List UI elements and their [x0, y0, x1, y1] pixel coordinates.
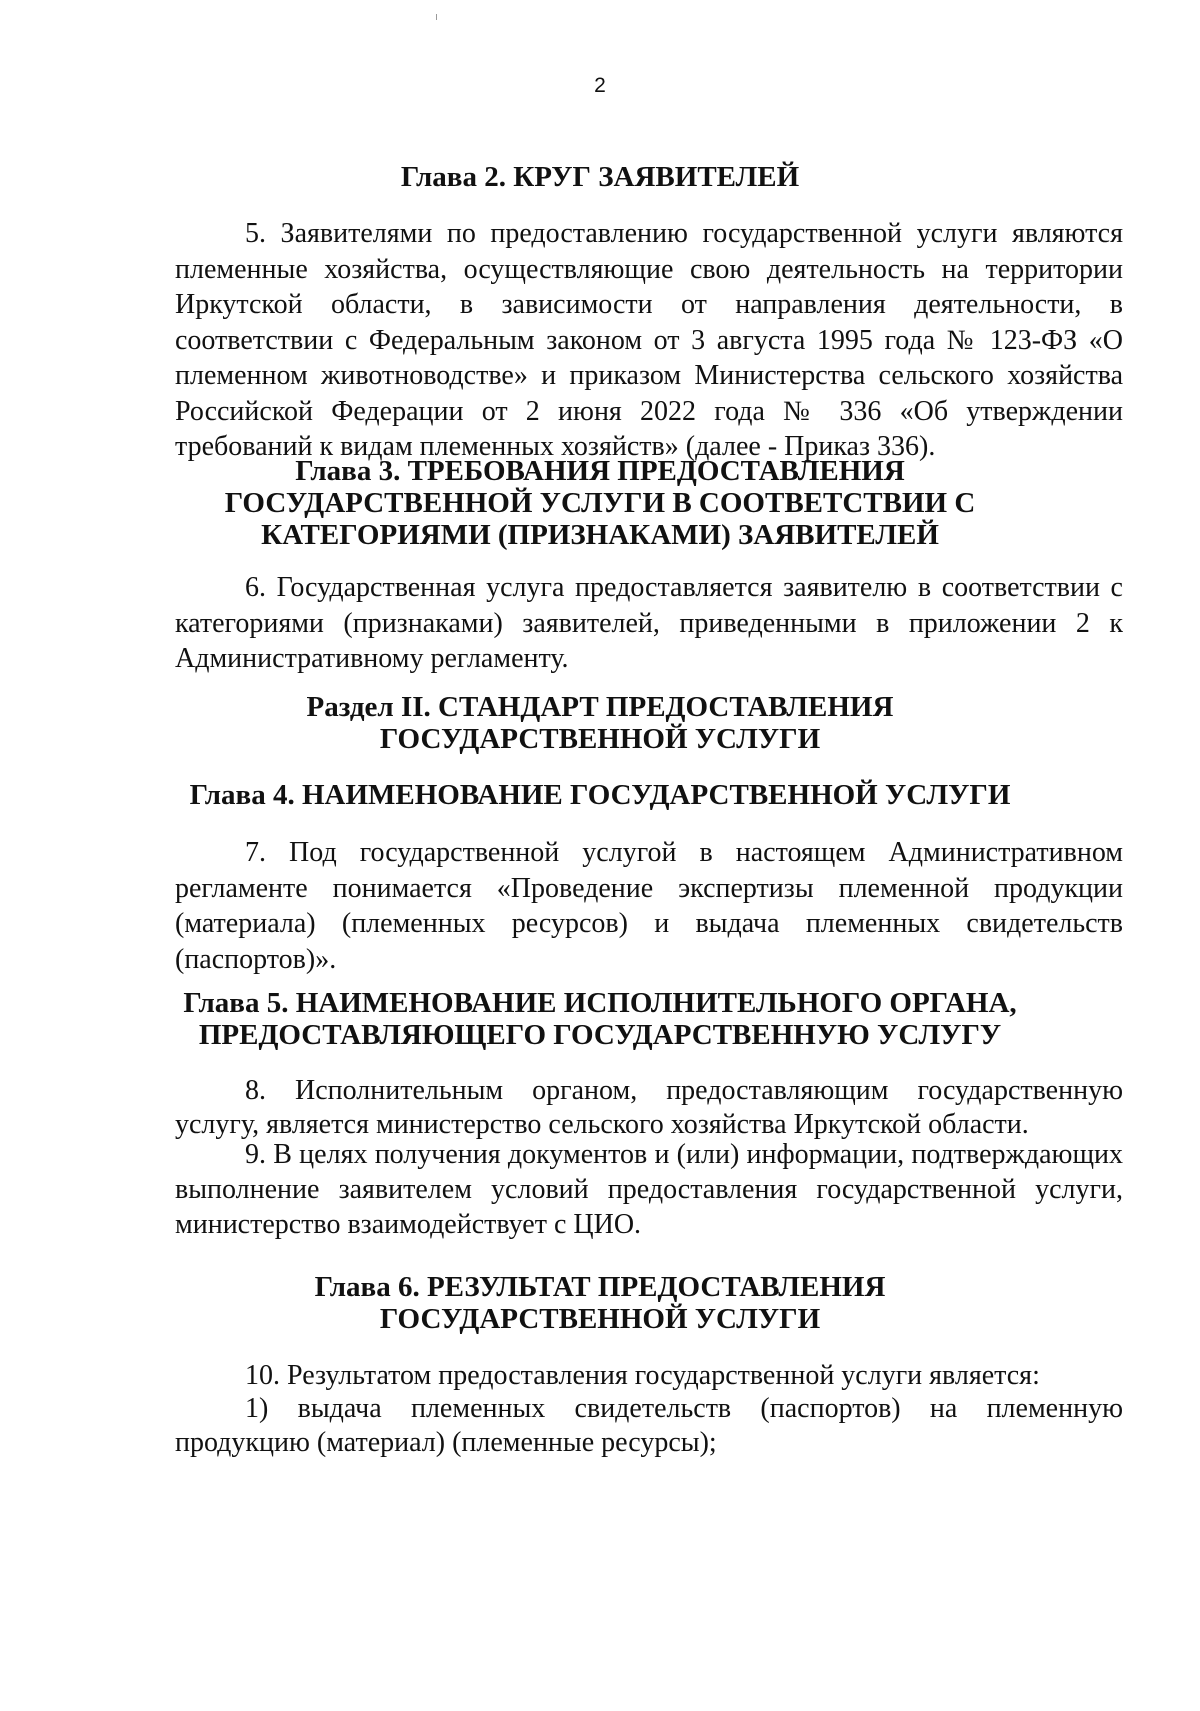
- paragraph-10-item-1: 1) выдача племенных свидетельств (паспортов) на племенную продукцию (материал) (племенные ресурсы);: [175, 1393, 1123, 1458]
- chapter-4-heading: Глава 4. НАИМЕНОВАНИЕ ГОСУДАРСТВЕННОЙ УСЛУГИ: [189, 779, 1011, 811]
- paragraph-7: 7. Под государственной услугой в настоящем Административном регламенте понимается «Проведение экспертизы племенной продукции (материала) (племенных ресурсов) и выдача племенных свидетельств (паспортов)».: [175, 837, 1123, 975]
- chapter-3-heading-line-2: ГОСУДАРСТВЕННОЙ УСЛУГИ В СООТВЕТСТВИИ С: [224, 487, 976, 519]
- section-2-heading-line-2: ГОСУДАРСТВЕННОЙ УСЛУГИ: [379, 723, 821, 755]
- section-2-heading-line-1: Раздел II. СТАНДАРТ ПРЕДОСТАВЛЕНИЯ: [306, 691, 894, 723]
- chapter-5-heading-line-2: ПРЕДОСТАВЛЯЮЩЕГО ГОСУДАРСТВЕННУЮ УСЛУГУ: [198, 1019, 1002, 1051]
- page-number: 2: [594, 74, 606, 97]
- paragraph-8: 8. Исполнительным органом, предоставляющим государственную услугу, является министерство сельского хозяйства Иркутской области.: [175, 1075, 1123, 1140]
- chapter-5-heading: [160, 987, 1040, 1051]
- paragraph-9: 9. В целях получения документов и (или) информации, подтверждающих выполнение заявителем условий предоставления государственной услуги, министерство взаимодействует с ЦИО.: [175, 1139, 1123, 1240]
- paragraph-5: 5. Заявителями по предоставлению государственной услуги являются племенные хозяйства, осуществляющие свою деятельность на территории Иркутской области, в зависимости от направления деятельности, в соответствии с Федеральным законом от 3 августа 1995 года № 123-ФЗ «О племенном животноводстве» и приказом Министерства сельского хозяйства Российской Федерации от 2 июня 2022 года № 336 «Об утверждении требований к видам племенных хозяйств» (далее - Приказ 336).: [175, 218, 1123, 462]
- chapter-5-heading-line-1: Глава 5. НАИМЕНОВАНИЕ ИСПОЛНИТЕЛЬНОГО ОРГАНА,: [183, 987, 1017, 1019]
- chapter-6-heading-line-1: Глава 6. РЕЗУЛЬТАТ ПРЕДОСТАВЛЕНИЯ: [314, 1271, 886, 1303]
- scan-mark: [436, 14, 437, 20]
- chapter-3-heading: [160, 455, 1040, 551]
- chapter-6-heading: [160, 1271, 1040, 1335]
- chapter-3-heading-line-3: КАТЕГОРИЯМИ (ПРИЗНАКАМИ) ЗАЯВИТЕЛЕЙ: [261, 519, 939, 551]
- paragraph-10: 10. Результатом предоставления государственной услуги является:: [245, 1360, 1040, 1391]
- chapter-3-heading-line-1: Глава 3. ТРЕБОВАНИЯ ПРЕДОСТАВЛЕНИЯ: [295, 455, 905, 487]
- chapter-2-heading: Глава 2. КРУГ ЗАЯВИТЕЛЕЙ: [400, 161, 800, 193]
- section-2-heading: [160, 691, 1040, 755]
- chapter-6-heading-line-2: ГОСУДАРСТВЕННОЙ УСЛУГИ: [379, 1303, 821, 1335]
- paragraph-6: 6. Государственная услуга предоставляется заявителю в соответствии с категориями (признаками) заявителей, приведенными в приложении 2 к Административному регламенту.: [175, 572, 1123, 674]
